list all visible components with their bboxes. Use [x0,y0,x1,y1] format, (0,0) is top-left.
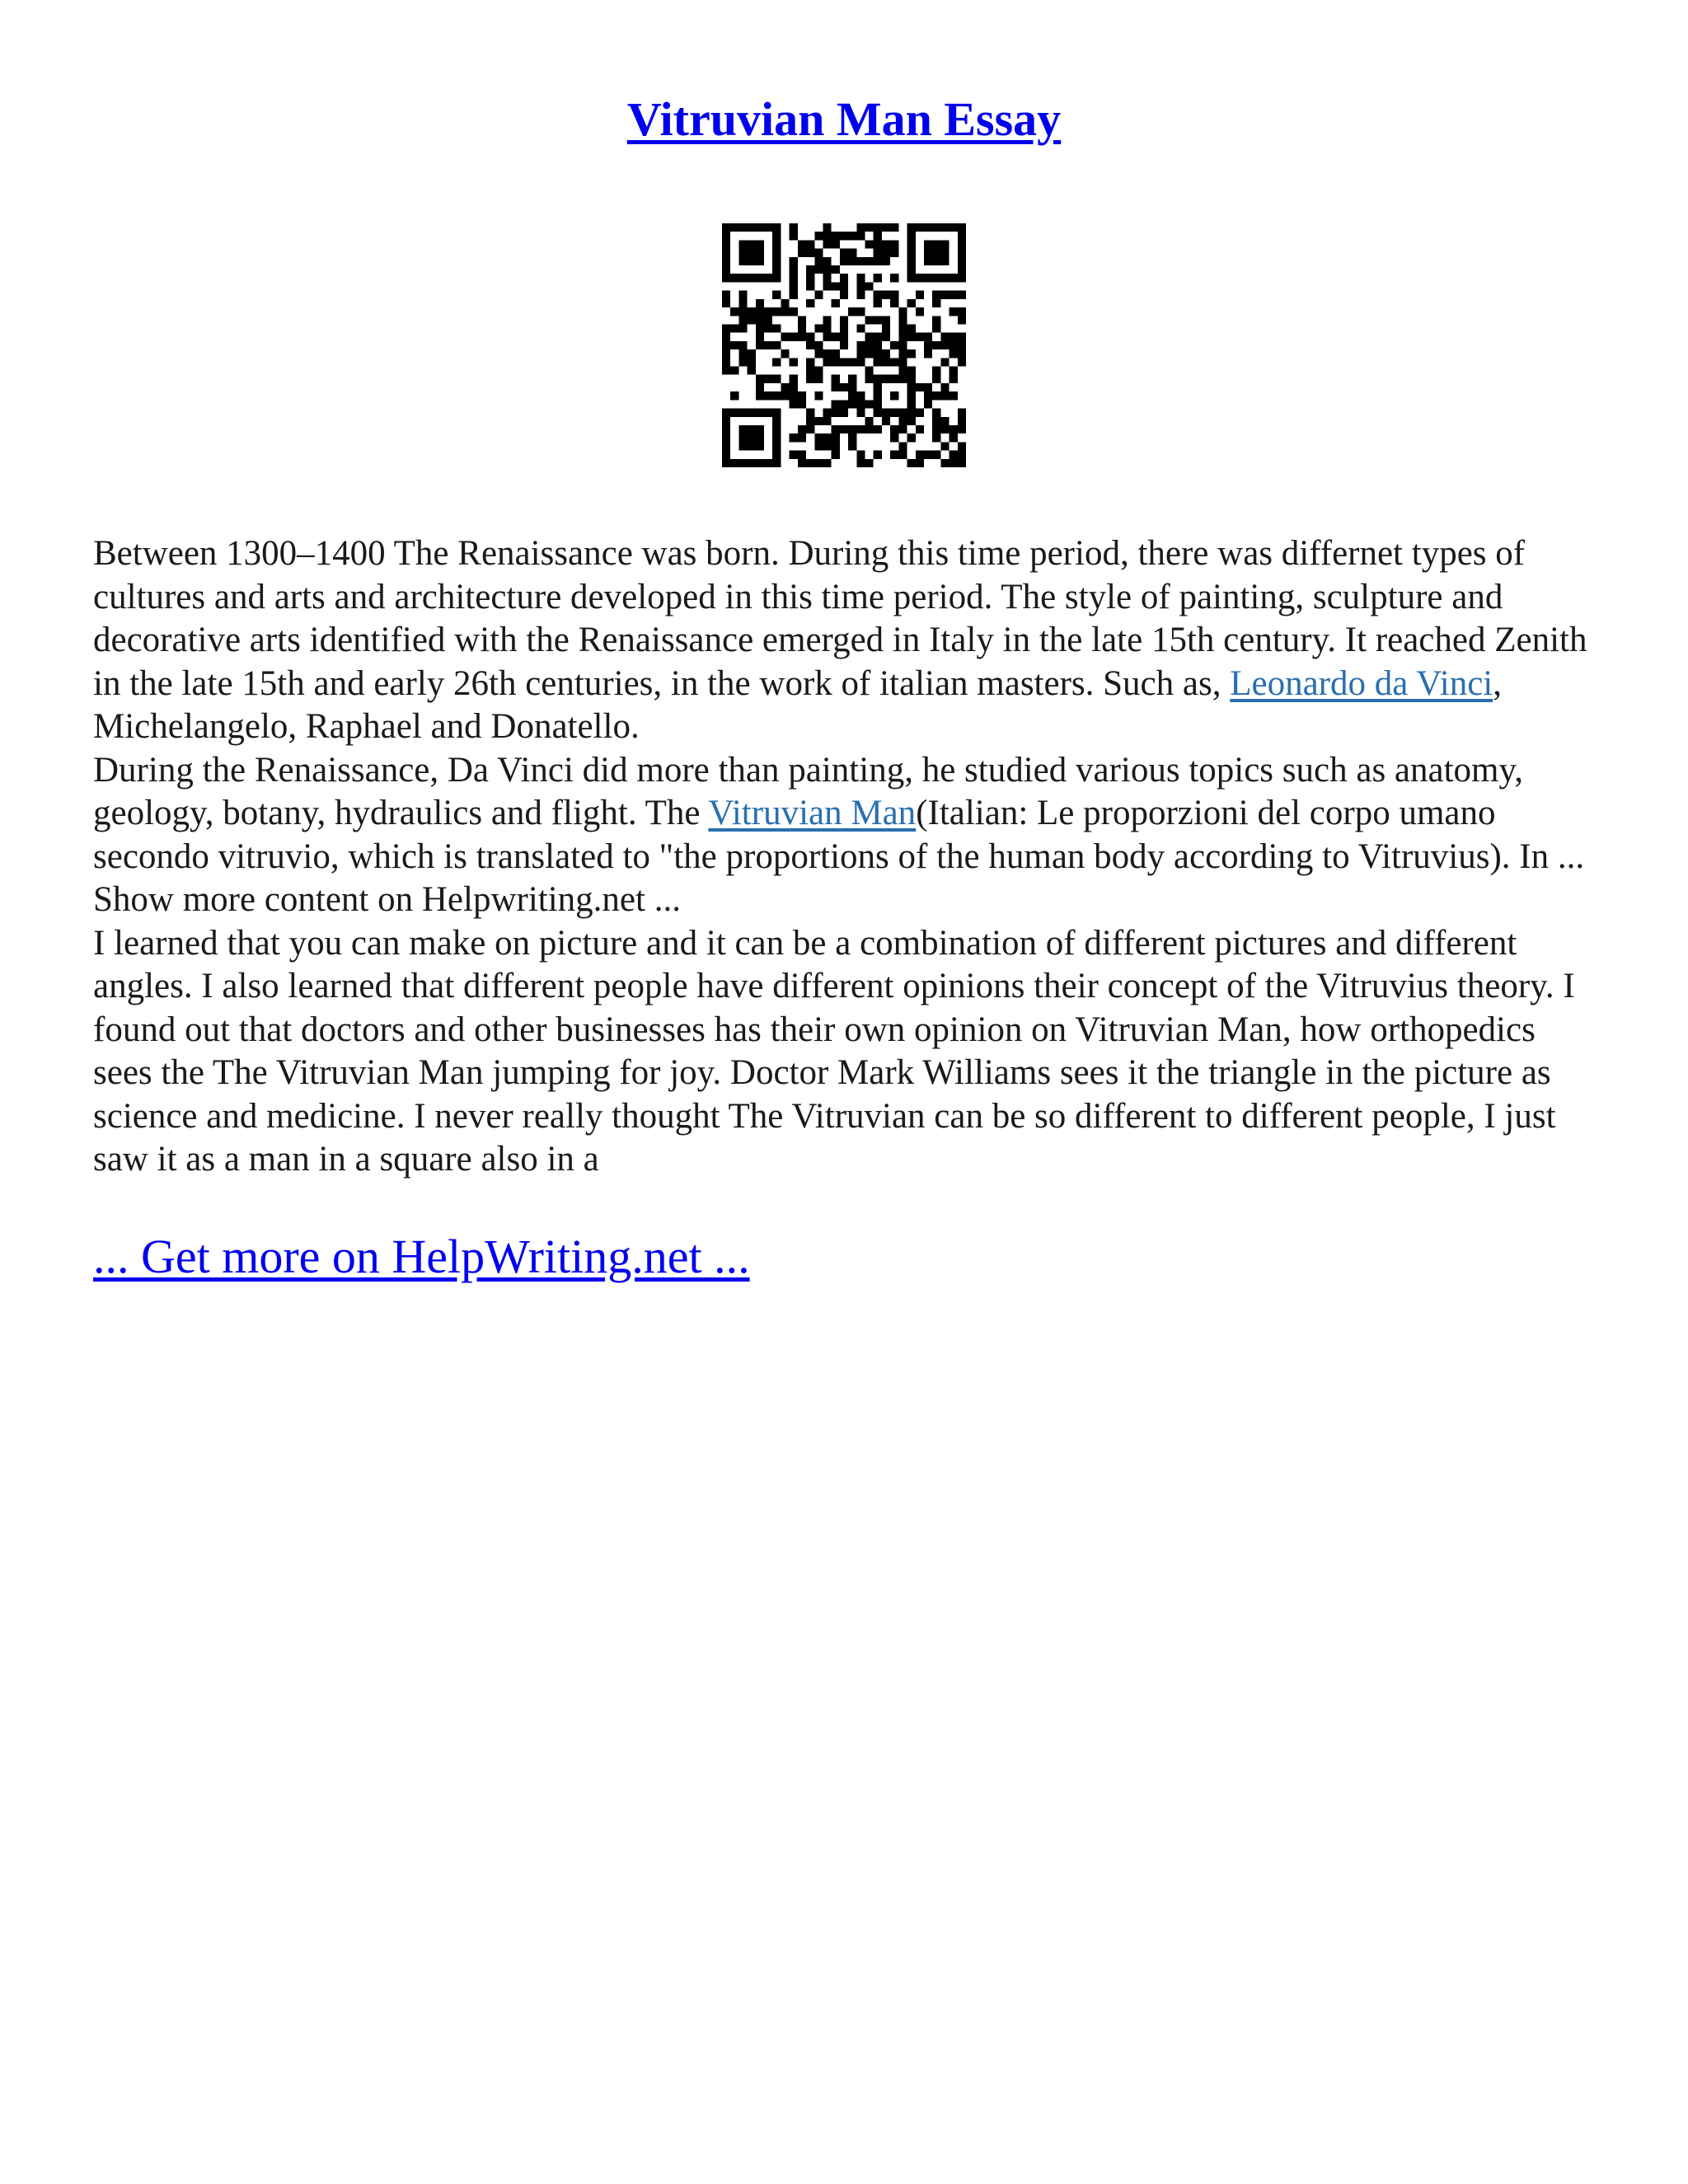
link-vitruvian-man[interactable]: Vitruvian Man [708,794,917,832]
title-link[interactable]: Vitruvian Man Essay [626,92,1062,146]
link-leonardo-da-vinci[interactable]: Leonardo da Vinci [1230,663,1493,703]
page-title [0,91,1688,148]
essay-body [93,532,1601,1182]
get-more-container [93,1228,750,1286]
paragraph-1: Between 1300–1400 The Renaissance was born. During this time period, there was differnet types of cultures and arts and architecture developed in this time period. The style of painting, sculpture and decorative arts identified with the Renaissance emerged in Italy in the late 15th century. It reached Zenith in the late 15th and early 26th centuries, in the work of italian masters. Such as, Leonardo da Vinci, Michelangelo, Raphael and Donatello. [93,534,1587,746]
paragraph-3: I learned that you can make on picture and it can be a combination of different pictures and different angles. I also learned that different people have different opinions their concept of the Vitruvius theory. I found out that doctors and other businesses has their own opinion on Vitruvian Man, how orthopedics sees the The Vitruvian Man jumping for joy. Doctor Mark Williams sees it the triangle in the picture as science and medicine. I never really thought The Vitruvian can be so different to different people, I just saw it as a man in a square also in a [93,923,1575,1179]
get-more-link[interactable]: ... Get more on HelpWriting.net ... [93,1230,750,1283]
qr-code-icon [722,223,966,467]
paragraph-2: During the Renaissance, Da Vinci did more than painting, he studied various topics such as anatomy, geology, botany, hydraulics and flight. The Vitruvian Man(Italian: Le proporzioni del corpo umano secondo vitruvio, which is translated to "the proportions of the human body according to Vitruvius). In ... Show more content on Helpwriting.net ... [93,750,1585,919]
